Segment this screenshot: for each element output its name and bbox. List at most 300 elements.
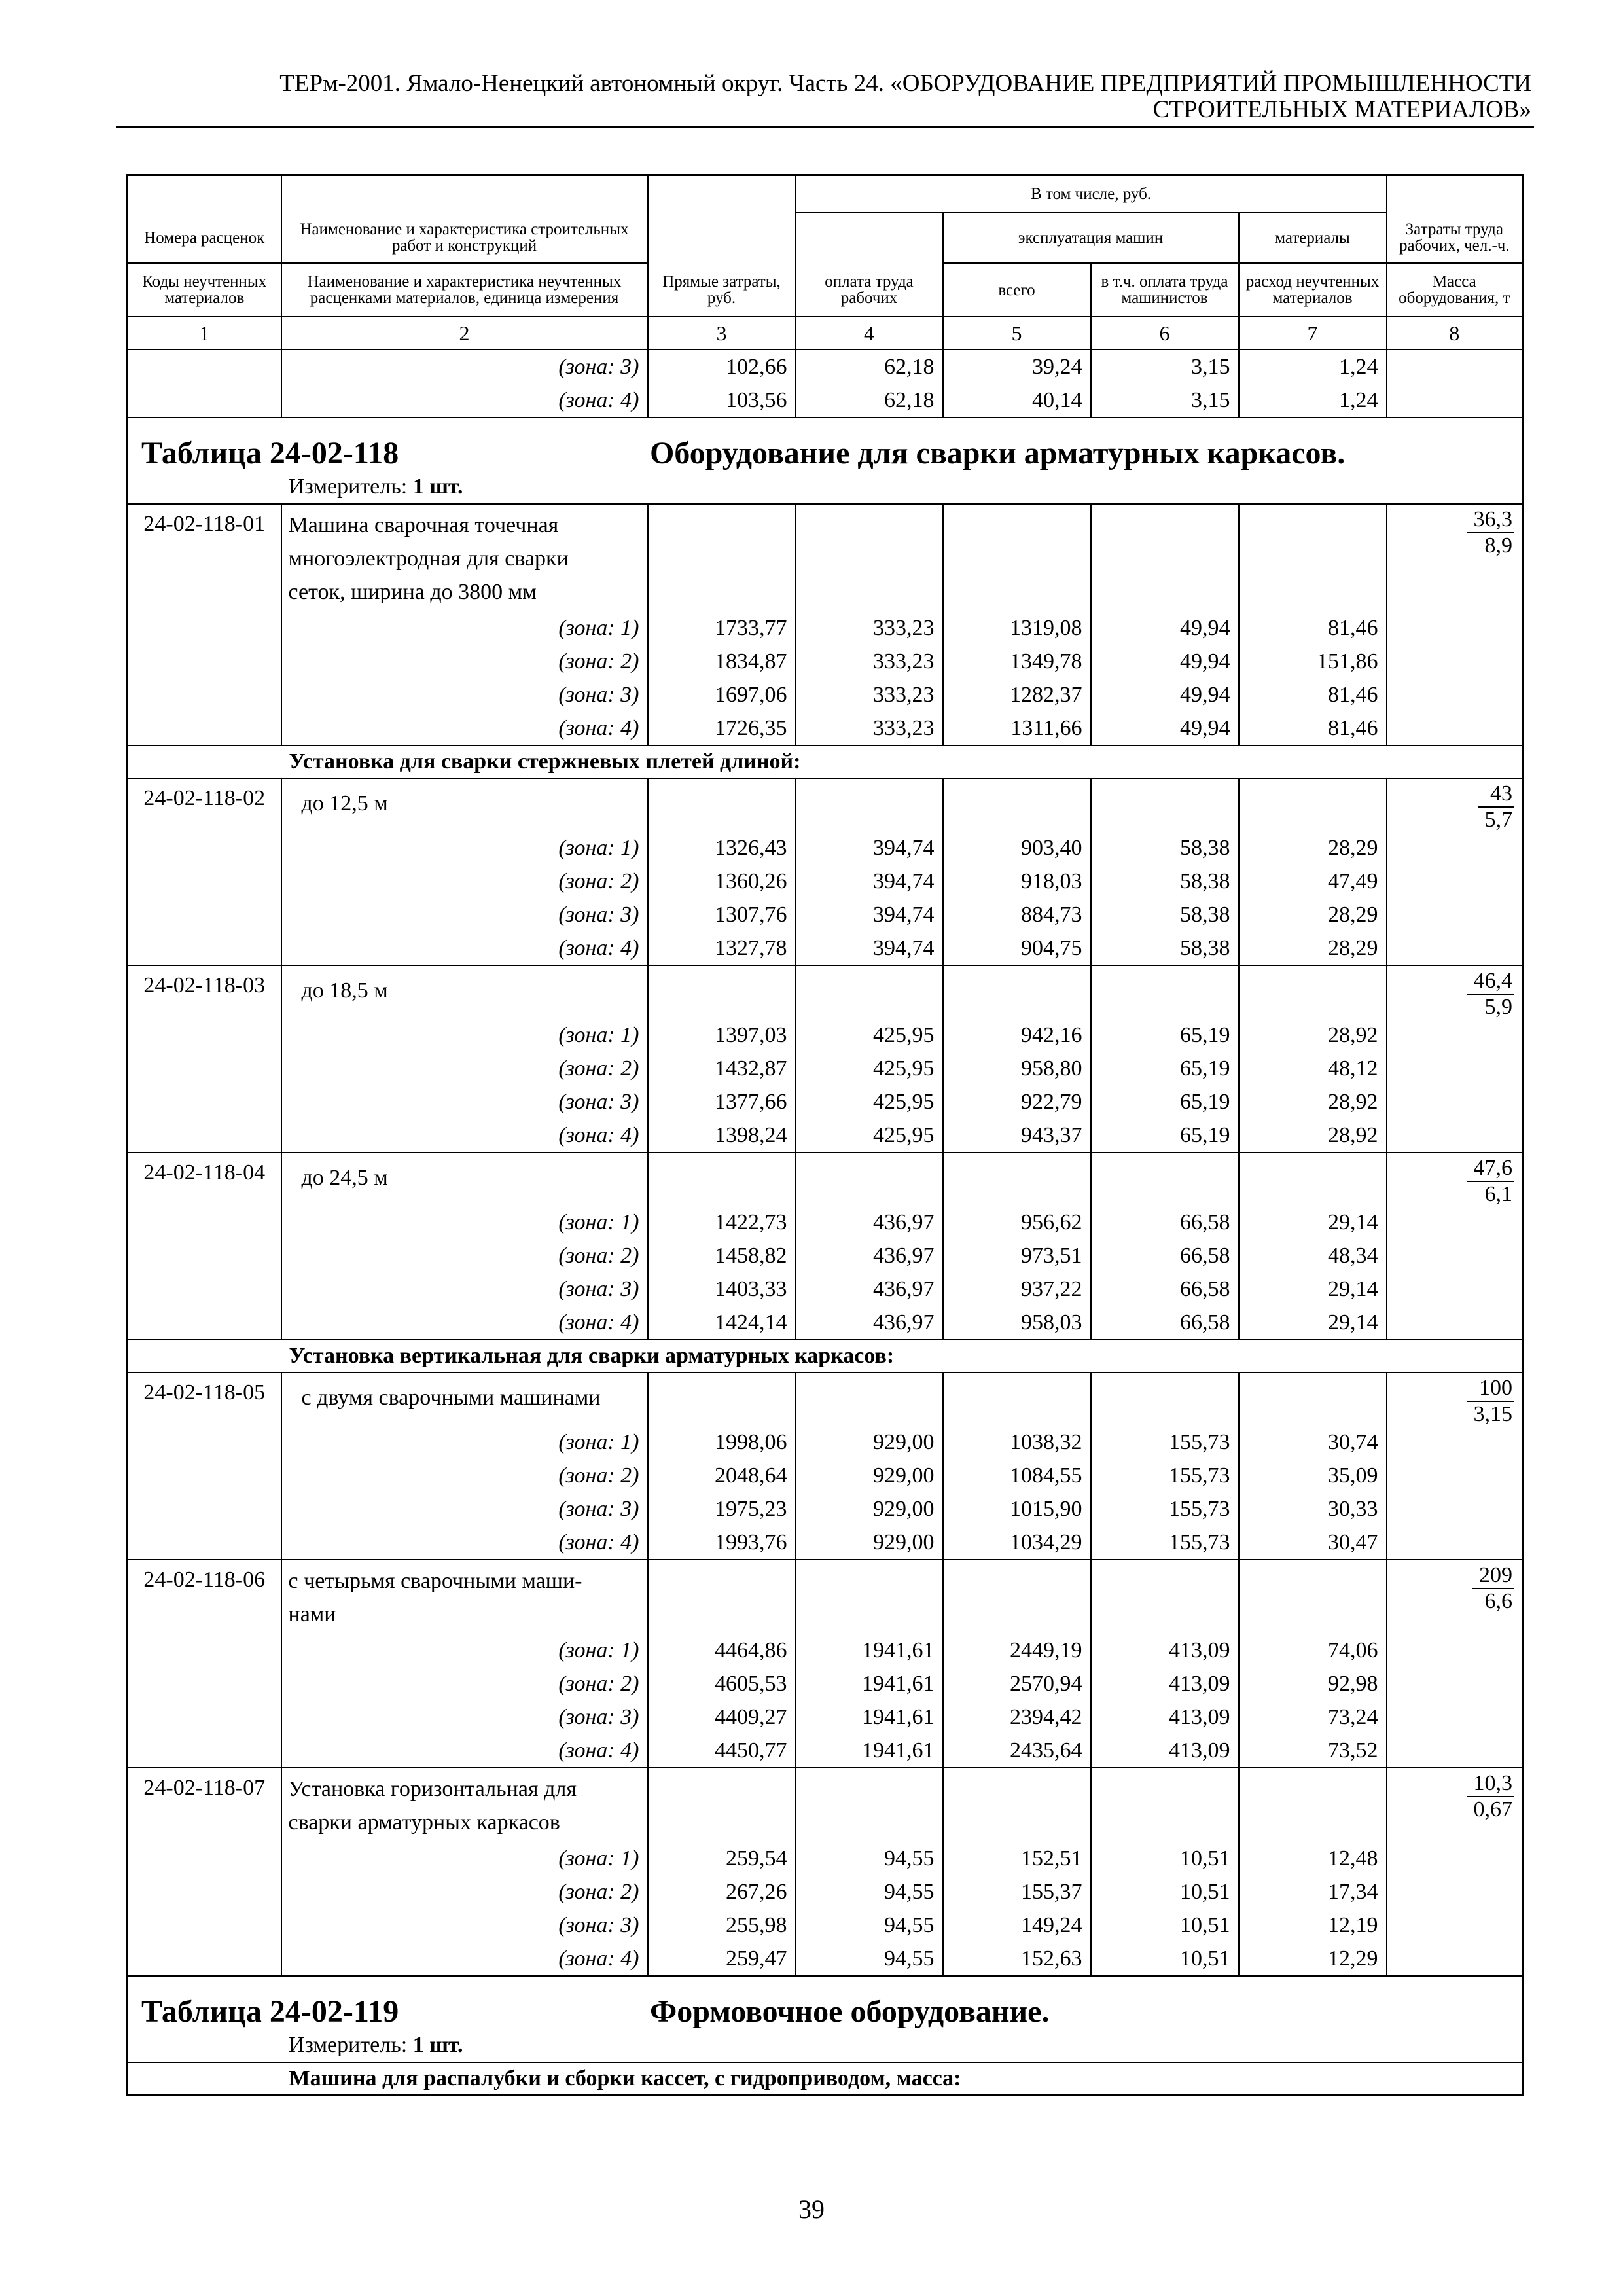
value-cell: 58,38 [1091,898,1239,931]
item-row [128,504,1523,611]
value-cell: 1733,77 [648,611,796,645]
mass-cell [1387,1634,1523,1667]
empty-value-cell [943,1372,1091,1426]
value-cell: 1326,43 [648,831,796,865]
code-cell [128,711,281,745]
zone-label: (зона: 2) [281,1667,648,1700]
zone-label: (зона: 2) [281,1239,648,1272]
zone-row [128,384,1523,418]
mass-value: 6,1 [1484,1182,1513,1206]
zone-row [128,1306,1523,1340]
zone-row [128,1426,1523,1459]
code-cell [128,611,281,645]
mass-cell [1387,1052,1523,1085]
value-cell: 4409,27 [648,1700,796,1734]
empty-value-cell [1091,1560,1239,1634]
value-cell: 394,74 [796,931,943,965]
value-cell: 436,97 [796,1206,943,1239]
mass-value: 8,9 [1484,533,1513,558]
code-cell [128,1052,281,1085]
value-cell: 4450,77 [648,1734,796,1768]
value-cell: 958,03 [943,1306,1091,1340]
value-cell: 49,94 [1091,678,1239,711]
value-cell: 425,95 [796,1119,943,1153]
value-cell: 81,46 [1239,611,1387,645]
code-cell [128,1634,281,1667]
value-cell: 1993,76 [648,1526,796,1560]
value-cell: 904,75 [943,931,1091,965]
code-cell [128,1206,281,1239]
value-cell: 973,51 [943,1239,1091,1272]
value-cell: 66,58 [1091,1306,1239,1340]
measure-label: Измеритель: [289,2033,408,2057]
value-cell: 65,19 [1091,1018,1239,1052]
item-row [128,1768,1523,1842]
name-materials-header: Наименование и характеристика неучтенных расценками материалов, единица измерения [281,263,648,317]
rate-code: 24-02-118-03 [128,965,281,1018]
zone-row [128,711,1523,745]
value-cell: 81,46 [1239,711,1387,745]
header-empty-cell [648,213,796,263]
header-empty-cell [796,213,943,263]
value-cell: 943,37 [943,1119,1091,1153]
item-name [281,1153,648,1206]
zone-row [128,678,1523,711]
value-cell: 1311,66 [943,711,1091,745]
code-cell [128,1909,281,1942]
zone-row [128,1119,1523,1153]
value-cell: 1726,35 [648,711,796,745]
value-cell: 155,73 [1091,1492,1239,1526]
labor-mass-fraction [1467,509,1514,557]
value-cell: 929,00 [796,1459,943,1492]
value-cell: 40,14 [943,384,1091,418]
value-cell: 29,14 [1239,1272,1387,1306]
item-name-line: сварки арматурных каркасов [288,1810,560,1835]
table-title: Таблица 24-02-119 [141,1994,399,2029]
mass-cell [1387,1206,1523,1239]
value-cell: 1834,87 [648,645,796,678]
value-cell: 259,54 [648,1842,796,1875]
column-number: 2 [281,317,648,350]
empty-value-cell [943,1153,1091,1206]
mass-cell [1387,1018,1523,1052]
value-cell: 155,73 [1091,1459,1239,1492]
zone-row [128,1909,1523,1942]
item-name-line: многоэлектродная для сварки [288,547,569,571]
labor-value: 10,3 [1467,1772,1514,1797]
value-cell: 255,98 [648,1909,796,1942]
subhead-text: Машина для распалубки и сборки кассет, с гидроприводом, масса: [281,2062,1523,2096]
mass-cell [1387,1942,1523,1976]
value-cell: 1403,33 [648,1272,796,1306]
value-cell: 413,09 [1091,1667,1239,1700]
mass-cell [1387,1842,1523,1875]
value-cell: 1319,08 [943,611,1091,645]
item-name [281,778,648,831]
empty-value-cell [1239,1372,1387,1426]
value-cell: 155,73 [1091,1426,1239,1459]
table-title: Таблица 24-02-118 [141,436,399,471]
empty-value-cell [796,778,943,831]
column-number: 3 [648,317,796,350]
zone-label: (зона: 4) [281,1119,648,1153]
empty-value-cell [648,965,796,1018]
mass-cell [1387,1700,1523,1734]
mass-cell [1387,1119,1523,1153]
code-cell [128,384,281,418]
zone-row [128,1526,1523,1560]
value-cell: 152,51 [943,1842,1091,1875]
value-cell: 1998,06 [648,1426,796,1459]
code-cell [128,831,281,865]
measure [289,2033,463,2058]
zone-row [128,865,1523,898]
value-cell: 94,55 [796,1942,943,1976]
code-cell [128,931,281,965]
zone-row [128,1492,1523,1526]
value-cell: 394,74 [796,831,943,865]
value-cell: 1941,61 [796,1634,943,1667]
value-cell: 30,33 [1239,1492,1387,1526]
value-cell: 29,14 [1239,1206,1387,1239]
code-cell [128,1119,281,1153]
mass-cell [1387,898,1523,931]
value-cell: 1941,61 [796,1734,943,1768]
code-cell [128,1340,281,1372]
labor-value: 209 [1472,1564,1514,1589]
header-line-1: ТЕРм-2001. Ямало-Ненецкий автономный округ. Часть 24. «ОБОРУДОВАНИЕ ПРЕДПРИЯТИЙ ПРОМЫШЛЕННОСТИ [279,70,1531,97]
mass-value: 5,9 [1484,995,1513,1019]
empty-value-cell [1091,504,1239,611]
rates-table [126,174,1524,2096]
value-cell: 1360,26 [648,865,796,898]
empty-value-cell [943,1560,1091,1634]
value-cell: 155,37 [943,1875,1091,1909]
mass-cell [1387,1239,1523,1272]
machines-total-header: всего [943,263,1091,317]
zone-row [128,1052,1523,1085]
empty-value-cell [1239,778,1387,831]
empty-value-cell [1239,965,1387,1018]
value-cell: 81,46 [1239,678,1387,711]
value-cell: 929,00 [796,1492,943,1526]
direct-costs-header: Прямые затраты, руб. [648,263,796,317]
value-cell: 2394,42 [943,1700,1091,1734]
code-cell [128,1667,281,1700]
mass-cell [1387,1734,1523,1768]
value-cell: 1327,78 [648,931,796,965]
value-cell: 65,19 [1091,1085,1239,1119]
zone-row [128,611,1523,645]
measure-value: 1 шт. [412,2033,463,2057]
zone-label: (зона: 1) [281,831,648,865]
value-cell: 30,74 [1239,1426,1387,1459]
code-cell [128,1492,281,1526]
value-cell: 103,56 [648,384,796,418]
value-cell: 1307,76 [648,898,796,931]
value-cell: 155,73 [1091,1526,1239,1560]
value-cell: 10,51 [1091,1942,1239,1976]
empty-value-cell [943,778,1091,831]
item-name-line: до 24,5 м [301,1166,388,1190]
zone-row [128,1734,1523,1768]
value-cell: 1424,14 [648,1306,796,1340]
zone-label: (зона: 1) [281,611,648,645]
zone-row [128,1272,1523,1306]
item-row [128,1153,1523,1206]
labor-mass-fraction [1467,970,1514,1018]
wages-header: оплата труда рабочих [796,263,943,317]
zone-row [128,1875,1523,1909]
column-number: 1 [128,317,281,350]
item-row [128,965,1523,1018]
item-name [281,1372,648,1426]
zone-row [128,898,1523,931]
item-name-line: Машина сварочная точечная [288,513,559,537]
value-cell: 28,29 [1239,831,1387,865]
value-cell: 425,95 [796,1018,943,1052]
mass-header: Масса оборудования, т [1387,263,1523,317]
code-cell [128,645,281,678]
header-row-1 [128,175,1523,213]
mass-cell [1387,1272,1523,1306]
item-name-line: нами [288,1602,336,1626]
mass-value: 3,15 [1473,1402,1513,1426]
value-cell: 66,58 [1091,1272,1239,1306]
zone-label: (зона: 1) [281,1842,648,1875]
value-cell: 2449,19 [943,1634,1091,1667]
code-cell [128,1272,281,1306]
value-cell: 10,51 [1091,1875,1239,1909]
value-cell: 1975,23 [648,1492,796,1526]
material-consumption-header: расход неучтенных материалов [1239,263,1387,317]
mass-cell [1387,1459,1523,1492]
zone-label: (зона: 3) [281,1909,648,1942]
code-cell [128,1239,281,1272]
value-cell: 12,29 [1239,1942,1387,1976]
zone-label: (зона: 4) [281,1942,648,1976]
value-cell: 30,47 [1239,1526,1387,1560]
empty-value-cell [943,504,1091,611]
mass-cell [1387,1085,1523,1119]
subhead-row [128,745,1523,778]
code-cell [128,1526,281,1560]
item-name-line: с четырьмя сварочными маши- [288,1569,582,1593]
value-cell: 929,00 [796,1426,943,1459]
value-cell: 333,23 [796,711,943,745]
labor-mass-cell [1387,1560,1523,1634]
value-cell: 394,74 [796,865,943,898]
empty-value-cell [648,504,796,611]
value-cell: 65,19 [1091,1119,1239,1153]
mass-value: 5,7 [1484,808,1513,832]
value-cell: 92,98 [1239,1667,1387,1700]
labor-mass-fraction [1467,1157,1514,1206]
mass-cell [1387,1426,1523,1459]
zone-label: (зона: 2) [281,1459,648,1492]
zone-row [128,1459,1523,1492]
value-cell: 1084,55 [943,1459,1091,1492]
value-cell: 58,38 [1091,931,1239,965]
value-cell: 94,55 [796,1909,943,1942]
labor-value: 43 [1478,783,1514,808]
measure-label: Измеритель: [289,475,408,499]
code-cell [128,2062,281,2096]
empty-value-cell [1091,965,1239,1018]
value-cell: 1349,78 [943,645,1091,678]
table-description: Оборудование для сварки арматурных каркасов. [650,436,1346,471]
item-name [281,965,648,1018]
measure [289,475,463,499]
value-cell: 413,09 [1091,1734,1239,1768]
empty-value-cell [648,1768,796,1842]
value-cell: 937,22 [943,1272,1091,1306]
column-numbers-row [128,317,1523,350]
name-works-header: Наименование и характеристика строительных работ и конструкций [281,213,648,263]
zone-label: (зона: 4) [281,384,648,418]
labor-mass-cell [1387,1372,1523,1426]
empty-value-cell [943,1768,1091,1842]
zone-row [128,1942,1523,1976]
value-cell: 1038,32 [943,1426,1091,1459]
zone-label: (зона: 1) [281,1426,648,1459]
code-cell [128,1734,281,1768]
value-cell: 942,16 [943,1018,1091,1052]
zone-row [128,1085,1523,1119]
zone-row [128,1634,1523,1667]
value-cell: 267,26 [648,1875,796,1909]
empty-value-cell [796,1153,943,1206]
code-cell [128,1306,281,1340]
rate-code: 24-02-118-01 [128,504,281,611]
labor-value: 46,4 [1467,970,1514,995]
mass-cell [1387,1526,1523,1560]
code-cell [128,678,281,711]
empty-value-cell [796,1372,943,1426]
value-cell: 425,95 [796,1052,943,1085]
mass-cell [1387,611,1523,645]
zone-row [128,1018,1523,1052]
zone-row [128,645,1523,678]
empty-value-cell [648,778,796,831]
header-line-2: СТРОИТЕЛЬНЫХ МАТЕРИАЛОВ» [1152,96,1531,123]
header-rule [116,126,1534,128]
value-cell: 28,92 [1239,1085,1387,1119]
value-cell: 333,23 [796,611,943,645]
column-number: 4 [796,317,943,350]
item-name-line: до 12,5 м [301,791,388,816]
value-cell: 333,23 [796,678,943,711]
zone-label: (зона: 4) [281,711,648,745]
subhead-text: Установка для сварки стержневых плетей длиной: [281,745,1523,778]
operators-wages-header: в т.ч. оплата труда машинистов [1091,263,1239,317]
item-name-line: сеток, ширина до 3800 мм [288,580,537,604]
zone-label: (зона: 1) [281,1018,648,1052]
item-name [281,1560,648,1634]
value-cell: 102,66 [648,350,796,384]
code-cell [128,350,281,384]
value-cell: 28,29 [1239,931,1387,965]
value-cell: 66,58 [1091,1239,1239,1272]
empty-value-cell [1091,1372,1239,1426]
code-cell [128,745,281,778]
page-number: 39 [798,2195,825,2224]
value-cell: 39,24 [943,350,1091,384]
value-cell: 1282,37 [943,678,1091,711]
header-row-3 [128,263,1523,317]
value-cell: 1697,06 [648,678,796,711]
value-cell: 151,86 [1239,645,1387,678]
value-cell: 1397,03 [648,1018,796,1052]
value-cell: 929,00 [796,1526,943,1560]
item-name-line: с двумя сварочными машинами [301,1386,601,1410]
column-number: 6 [1091,317,1239,350]
mass-cell [1387,1667,1523,1700]
value-cell: 259,47 [648,1942,796,1976]
value-cell: 436,97 [796,1239,943,1272]
item-name [281,504,648,611]
labor-mass-cell [1387,504,1523,611]
running-header [124,71,1531,123]
zone-label: (зона: 1) [281,1634,648,1667]
value-cell: 956,62 [943,1206,1091,1239]
labor-mass-fraction [1472,1564,1514,1613]
value-cell: 918,03 [943,865,1091,898]
value-cell: 436,97 [796,1306,943,1340]
column-number: 8 [1387,317,1523,350]
labor-value: 47,6 [1467,1157,1514,1182]
header-empty-cell [281,175,648,213]
value-cell: 1458,82 [648,1239,796,1272]
table-title-cell [128,418,1523,504]
code-cell [128,898,281,931]
value-cell: 922,79 [943,1085,1091,1119]
mass-cell [1387,1909,1523,1942]
item-name-line: до 18,5 м [301,978,388,1003]
labor-mass-cell [1387,778,1523,831]
value-cell: 1034,29 [943,1526,1091,1560]
value-cell: 394,74 [796,898,943,931]
value-cell: 1377,66 [648,1085,796,1119]
mass-cell [1387,350,1523,384]
empty-value-cell [1091,778,1239,831]
value-cell: 1432,87 [648,1052,796,1085]
mass-cell [1387,1306,1523,1340]
value-cell: 903,40 [943,831,1091,865]
value-cell: 4605,53 [648,1667,796,1700]
zone-label: (зона: 3) [281,1085,648,1119]
mass-cell [1387,865,1523,898]
empty-value-cell [1239,504,1387,611]
value-cell: 1,24 [1239,384,1387,418]
value-cell: 94,55 [796,1842,943,1875]
table-title-cell [128,1976,1523,2062]
labor-mass-fraction [1467,1377,1514,1426]
empty-value-cell [796,1768,943,1842]
zone-row [128,1239,1523,1272]
value-cell: 436,97 [796,1272,943,1306]
zone-label: (зона: 4) [281,931,648,965]
zone-label: (зона: 2) [281,645,648,678]
in-total-header: В том числе, руб. [796,175,1387,213]
value-cell: 74,06 [1239,1634,1387,1667]
empty-value-cell [1091,1153,1239,1206]
value-cell: 413,09 [1091,1700,1239,1734]
empty-value-cell [1091,1768,1239,1842]
value-cell: 17,34 [1239,1875,1387,1909]
value-cell: 73,52 [1239,1734,1387,1768]
